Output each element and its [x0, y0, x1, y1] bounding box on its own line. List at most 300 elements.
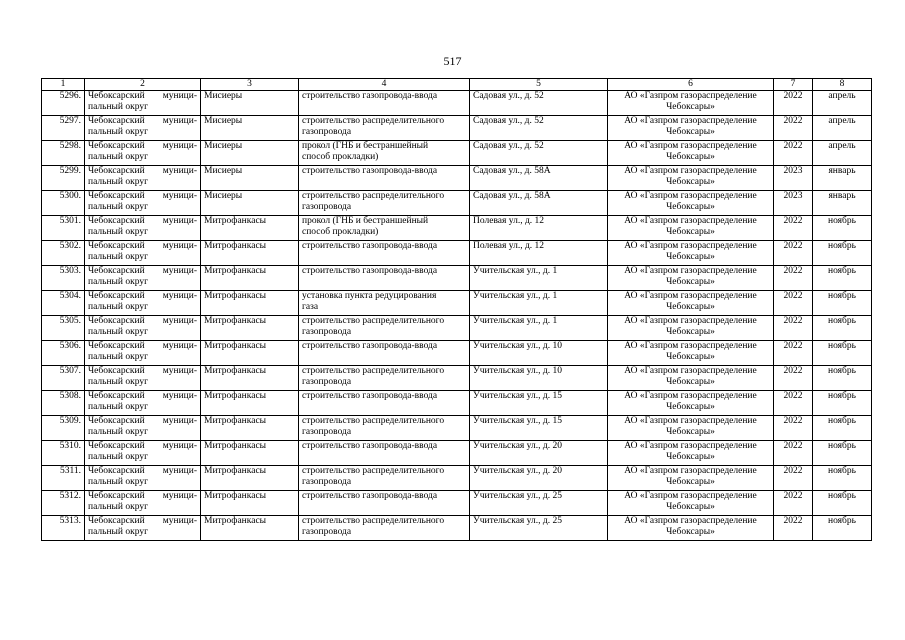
- organization-cell: [608, 241, 774, 266]
- work-type-line-2: газопровода: [302, 127, 352, 137]
- column-number: 2: [85, 79, 201, 91]
- year-cell: [774, 266, 813, 291]
- row-number: 5305.: [59, 316, 81, 326]
- district-line-2: пальный округ: [88, 127, 149, 137]
- district-cell: [85, 516, 201, 541]
- organization-line-2: Чебоксары»: [666, 377, 715, 387]
- table-row: [42, 191, 872, 216]
- organization-line-1: АО «Газпром газораспределение: [624, 291, 757, 301]
- district-line-1: Чебоксарский муници-: [88, 216, 197, 226]
- work-type-cell: [299, 166, 470, 191]
- work-type-line-2: способ прокладки): [302, 152, 379, 162]
- address: Садовая ул., д. 52: [473, 91, 544, 101]
- settlement-name: Митрофанкасы: [204, 491, 267, 501]
- district-line-2: пальный округ: [88, 352, 149, 362]
- district-cell: [85, 341, 201, 366]
- year-cell: [774, 441, 813, 466]
- organization-line-2: Чебоксары»: [666, 127, 715, 137]
- work-type-cell: [299, 491, 470, 516]
- row-number-cell: [42, 316, 85, 341]
- organization-cell: [608, 366, 774, 391]
- year-cell: [774, 291, 813, 316]
- settlement-cell: [201, 416, 299, 441]
- organization-line-1: АО «Газпром газораспределение: [624, 91, 757, 101]
- row-number-cell: [42, 341, 85, 366]
- column-number-row: [42, 79, 872, 91]
- organization-line-1: АО «Газпром газораспределение: [624, 316, 757, 326]
- row-number-cell: [42, 91, 85, 116]
- page-number: 517: [443, 54, 462, 68]
- work-type-line-2: газопровода: [302, 477, 352, 487]
- year: 2022: [783, 141, 803, 151]
- district-line-2: пальный округ: [88, 252, 149, 262]
- organization-line-2: Чебоксары»: [666, 327, 715, 337]
- work-type-cell: [299, 391, 470, 416]
- settlement-cell: [201, 316, 299, 341]
- table-row: [42, 166, 872, 191]
- row-number: 5297.: [59, 116, 81, 126]
- district-cell: [85, 141, 201, 166]
- table-row: [42, 316, 872, 341]
- organization-cell: [608, 491, 774, 516]
- organization-line-2: Чебоксары»: [666, 502, 715, 512]
- work-type-line-2: способ прокладки): [302, 227, 379, 237]
- address-cell: [470, 166, 608, 191]
- settlement-name: Мисиеры: [204, 166, 243, 176]
- organization-cell: [608, 416, 774, 441]
- work-type-cell: [299, 116, 470, 141]
- district-cell: [85, 116, 201, 141]
- settlement-cell: [201, 141, 299, 166]
- settlement-cell: [201, 466, 299, 491]
- row-number: 5301.: [59, 216, 81, 226]
- address: Садовая ул., д. 52: [473, 141, 544, 151]
- district-line-1: Чебоксарский муници-: [88, 166, 197, 176]
- organization-cell: [608, 266, 774, 291]
- organization-line-1: АО «Газпром газораспределение: [624, 491, 757, 501]
- month-cell: [813, 416, 872, 441]
- organization-cell: [608, 391, 774, 416]
- year: 2023: [783, 191, 803, 201]
- row-number: 5313.: [59, 516, 81, 526]
- year-cell: [774, 141, 813, 166]
- work-type-line-1: строительство газопровода-ввода: [302, 391, 438, 401]
- work-type-cell: [299, 291, 470, 316]
- organization-line-1: АО «Газпром газораспределение: [624, 241, 757, 251]
- month-cell: [813, 241, 872, 266]
- address: Учительская ул., д. 25: [473, 516, 562, 526]
- organization-line-2: Чебоксары»: [666, 452, 715, 462]
- address: Полевая ул., д. 12: [473, 216, 545, 226]
- settlement-name: Митрофанкасы: [204, 216, 267, 226]
- district-line-2: пальный округ: [88, 452, 149, 462]
- district-cell: [85, 191, 201, 216]
- settlement-cell: [201, 491, 299, 516]
- address: Учительская ул., д. 20: [473, 466, 562, 476]
- district-line-1: Чебоксарский муници-: [88, 366, 197, 376]
- table-row: [42, 491, 872, 516]
- row-number-cell: [42, 241, 85, 266]
- work-type-line-1: строительство распределительного: [302, 116, 445, 126]
- row-number-cell: [42, 516, 85, 541]
- work-type-line-1: прокол (ГНБ и бестраншейный: [302, 216, 429, 226]
- year-cell: [774, 491, 813, 516]
- organization-line-1: АО «Газпром газораспределение: [624, 341, 757, 351]
- year-cell: [774, 516, 813, 541]
- work-type-cell: [299, 91, 470, 116]
- district-cell: [85, 291, 201, 316]
- settlement-cell: [201, 366, 299, 391]
- year-cell: [774, 416, 813, 441]
- district-cell: [85, 366, 201, 391]
- year: 2022: [783, 416, 803, 426]
- table-row: [42, 466, 872, 491]
- work-type-line-1: строительство газопровода-ввода: [302, 166, 438, 176]
- year-cell: [774, 391, 813, 416]
- address-cell: [470, 441, 608, 466]
- year: 2022: [783, 241, 803, 251]
- row-number-cell: [42, 266, 85, 291]
- month-cell: [813, 316, 872, 341]
- settlement-name: Митрофанкасы: [204, 366, 267, 376]
- month-cell: [813, 191, 872, 216]
- work-type-line-1: строительство распределительного: [302, 316, 445, 326]
- district-line-2: пальный округ: [88, 377, 149, 387]
- year: 2023: [783, 166, 803, 176]
- year: 2022: [783, 266, 803, 276]
- organization-line-1: АО «Газпром газораспределение: [624, 441, 757, 451]
- table-row: [42, 441, 872, 466]
- organization-line-2: Чебоксары»: [666, 177, 715, 187]
- work-type-line-1: строительство газопровода-ввода: [302, 266, 438, 276]
- month: ноябрь: [828, 441, 856, 451]
- district-line-1: Чебоксарский муници-: [88, 141, 197, 151]
- row-number-cell: [42, 166, 85, 191]
- organization-cell: [608, 166, 774, 191]
- settlement-cell: [201, 266, 299, 291]
- month-cell: [813, 391, 872, 416]
- row-number: 5309.: [59, 416, 81, 426]
- district-line-2: пальный округ: [88, 402, 149, 412]
- district-line-1: Чебоксарский муници-: [88, 491, 197, 501]
- work-type-cell: [299, 466, 470, 491]
- organization-cell: [608, 91, 774, 116]
- column-number: 4: [299, 79, 470, 91]
- organization-line-1: АО «Газпром газораспределение: [624, 416, 757, 426]
- work-type-cell: [299, 216, 470, 241]
- district-line-1: Чебоксарский муници-: [88, 91, 197, 101]
- work-type-cell: [299, 141, 470, 166]
- district-line-1: Чебоксарский муници-: [88, 466, 197, 476]
- month: ноябрь: [828, 391, 856, 401]
- settlement-name: Митрофанкасы: [204, 441, 267, 451]
- month: январь: [828, 166, 856, 176]
- month-cell: [813, 366, 872, 391]
- work-type-line-2: газопровода: [302, 527, 352, 537]
- work-type-cell: [299, 341, 470, 366]
- month-cell: [813, 91, 872, 116]
- district-line-1: Чебоксарский муници-: [88, 191, 197, 201]
- district-line-2: пальный округ: [88, 477, 149, 487]
- organization-cell: [608, 516, 774, 541]
- work-type-line-1: строительство распределительного: [302, 416, 445, 426]
- address-cell: [470, 316, 608, 341]
- organization-line-1: АО «Газпром газораспределение: [624, 516, 757, 526]
- district-line-1: Чебоксарский муници-: [88, 291, 197, 301]
- address: Садовая ул., д. 58А: [473, 166, 551, 176]
- district-cell: [85, 441, 201, 466]
- settlement-name: Митрофанкасы: [204, 291, 267, 301]
- district-line-2: пальный округ: [88, 102, 149, 112]
- row-number: 5302.: [59, 241, 81, 251]
- district-line-1: Чебоксарский муници-: [88, 516, 197, 526]
- address-cell: [470, 291, 608, 316]
- settlement-cell: [201, 391, 299, 416]
- organization-line-2: Чебоксары»: [666, 402, 715, 412]
- row-number: 5308.: [59, 391, 81, 401]
- organization-line-2: Чебоксары»: [666, 477, 715, 487]
- district-cell: [85, 266, 201, 291]
- organization-line-1: АО «Газпром газораспределение: [624, 166, 757, 176]
- settlement-name: Митрофанкасы: [204, 416, 267, 426]
- settlement-cell: [201, 116, 299, 141]
- organization-line-2: Чебоксары»: [666, 227, 715, 237]
- work-type-line-1: строительство газопровода-ввода: [302, 341, 438, 351]
- work-type-line-1: строительство газопровода-ввода: [302, 441, 438, 451]
- settlement-cell: [201, 516, 299, 541]
- year-cell: [774, 216, 813, 241]
- table-row: [42, 91, 872, 116]
- month: ноябрь: [828, 291, 856, 301]
- year: 2022: [783, 216, 803, 226]
- work-type-line-1: строительство распределительного: [302, 366, 445, 376]
- address: Учительская ул., д. 10: [473, 366, 562, 376]
- work-type-cell: [299, 441, 470, 466]
- year-cell: [774, 191, 813, 216]
- work-type-line-1: строительство газопровода-ввода: [302, 241, 438, 251]
- address: Учительская ул., д. 1: [473, 291, 558, 301]
- row-number: 5303.: [59, 266, 81, 276]
- work-type-line-1: строительство распределительного: [302, 466, 445, 476]
- month: ноябрь: [828, 216, 856, 226]
- settlement-cell: [201, 241, 299, 266]
- row-number-cell: [42, 191, 85, 216]
- address-cell: [470, 466, 608, 491]
- year: 2022: [783, 366, 803, 376]
- address-cell: [470, 341, 608, 366]
- row-number: 5311.: [59, 466, 81, 476]
- year: 2022: [783, 291, 803, 301]
- month-cell: [813, 266, 872, 291]
- address: Учительская ул., д. 1: [473, 266, 558, 276]
- address: Садовая ул., д. 58А: [473, 191, 551, 201]
- organization-cell: [608, 316, 774, 341]
- year-cell: [774, 241, 813, 266]
- work-type-line-2: газа: [302, 302, 319, 312]
- address-cell: [470, 241, 608, 266]
- district-line-2: пальный округ: [88, 327, 149, 337]
- address-cell: [470, 116, 608, 141]
- work-type-line-2: газопровода: [302, 327, 352, 337]
- year: 2022: [783, 441, 803, 451]
- organization-cell: [608, 466, 774, 491]
- district-line-2: пальный округ: [88, 302, 149, 312]
- address-cell: [470, 266, 608, 291]
- month: апрель: [828, 141, 856, 151]
- settlement-cell: [201, 166, 299, 191]
- organization-cell: [608, 441, 774, 466]
- organization-cell: [608, 291, 774, 316]
- column-number: 1: [42, 79, 85, 91]
- work-type-line-2: газопровода: [302, 377, 352, 387]
- address-cell: [470, 391, 608, 416]
- work-type-cell: [299, 366, 470, 391]
- row-number: 5306.: [59, 341, 81, 351]
- work-type-line-1: строительство газопровода-ввода: [302, 91, 438, 101]
- month-cell: [813, 516, 872, 541]
- organization-line-2: Чебоксары»: [666, 302, 715, 312]
- district-line-1: Чебоксарский муници-: [88, 266, 197, 276]
- organization-line-2: Чебоксары»: [666, 427, 715, 437]
- address-cell: [470, 366, 608, 391]
- district-line-2: пальный округ: [88, 152, 149, 162]
- month-cell: [813, 491, 872, 516]
- organization-line-2: Чебоксары»: [666, 252, 715, 262]
- year-cell: [774, 316, 813, 341]
- column-number: 8: [813, 79, 872, 91]
- settlement-cell: [201, 291, 299, 316]
- work-type-cell: [299, 266, 470, 291]
- district-cell: [85, 166, 201, 191]
- settlement-name: Мисиеры: [204, 141, 243, 151]
- settlement-name: Мисиеры: [204, 91, 243, 101]
- year-cell: [774, 166, 813, 191]
- address-cell: [470, 416, 608, 441]
- address-cell: [470, 141, 608, 166]
- settlement-name: Мисиеры: [204, 116, 243, 126]
- document-table: [41, 78, 872, 541]
- district-cell: [85, 391, 201, 416]
- table-row: [42, 116, 872, 141]
- settlement-name: Митрофанкасы: [204, 391, 267, 401]
- month-cell: [813, 116, 872, 141]
- column-number: 5: [470, 79, 608, 91]
- row-number: 5300.: [59, 191, 81, 201]
- district-line-2: пальный округ: [88, 277, 149, 287]
- year: 2022: [783, 91, 803, 101]
- work-type-line-1: установка пункта редуцирования: [302, 291, 437, 301]
- work-type-line-1: строительство распределительного: [302, 191, 445, 201]
- row-number: 5296.: [59, 91, 81, 101]
- row-number: 5298.: [59, 141, 81, 151]
- row-number-cell: [42, 116, 85, 141]
- district-line-1: Чебоксарский муници-: [88, 241, 197, 251]
- year: 2022: [783, 391, 803, 401]
- organization-line-2: Чебоксары»: [666, 102, 715, 112]
- table-row: [42, 391, 872, 416]
- month: ноябрь: [828, 266, 856, 276]
- row-number: 5307.: [59, 366, 81, 376]
- month: ноябрь: [828, 491, 856, 501]
- organization-line-1: АО «Газпром газораспределение: [624, 216, 757, 226]
- address-cell: [470, 91, 608, 116]
- month-cell: [813, 291, 872, 316]
- month-cell: [813, 216, 872, 241]
- address: Полевая ул., д. 12: [473, 241, 545, 251]
- month: ноябрь: [828, 316, 856, 326]
- organization-line-2: Чебоксары»: [666, 152, 715, 162]
- organization-line-1: АО «Газпром газораспределение: [624, 266, 757, 276]
- settlement-name: Митрофанкасы: [204, 241, 267, 251]
- district-line-1: Чебоксарский муници-: [88, 441, 197, 451]
- address-cell: [470, 516, 608, 541]
- organization-cell: [608, 141, 774, 166]
- work-type-line-2: газопровода: [302, 427, 352, 437]
- work-type-cell: [299, 241, 470, 266]
- month: ноябрь: [828, 516, 856, 526]
- month: ноябрь: [828, 416, 856, 426]
- address: Учительская ул., д. 15: [473, 391, 562, 401]
- row-number-cell: [42, 141, 85, 166]
- month: апрель: [828, 91, 856, 101]
- district-line-2: пальный округ: [88, 227, 149, 237]
- row-number-cell: [42, 416, 85, 441]
- organization-line-2: Чебоксары»: [666, 277, 715, 287]
- column-number: 6: [608, 79, 774, 91]
- month-cell: [813, 466, 872, 491]
- work-type-cell: [299, 516, 470, 541]
- district-line-1: Чебоксарский муници-: [88, 341, 197, 351]
- district-cell: [85, 416, 201, 441]
- settlement-name: Митрофанкасы: [204, 316, 267, 326]
- column-number: 3: [201, 79, 299, 91]
- year: 2022: [783, 516, 803, 526]
- district-cell: [85, 241, 201, 266]
- row-number: 5310.: [59, 441, 81, 451]
- month-cell: [813, 341, 872, 366]
- address-cell: [470, 491, 608, 516]
- month: ноябрь: [828, 366, 856, 376]
- district-line-2: пальный округ: [88, 177, 149, 187]
- year-cell: [774, 366, 813, 391]
- district-line-1: Чебоксарский муници-: [88, 116, 197, 126]
- year: 2022: [783, 341, 803, 351]
- settlement-cell: [201, 341, 299, 366]
- month-cell: [813, 441, 872, 466]
- organization-line-1: АО «Газпром газораспределение: [624, 391, 757, 401]
- district-cell: [85, 491, 201, 516]
- row-number: 5312.: [59, 491, 81, 501]
- year-cell: [774, 116, 813, 141]
- district-line-2: пальный округ: [88, 527, 149, 537]
- address: Садовая ул., д. 52: [473, 116, 544, 126]
- work-type-line-2: газопровода: [302, 202, 352, 212]
- organization-cell: [608, 341, 774, 366]
- district-cell: [85, 91, 201, 116]
- work-type-cell: [299, 191, 470, 216]
- district-line-2: пальный округ: [88, 502, 149, 512]
- organization-line-2: Чебоксары»: [666, 202, 715, 212]
- work-type-cell: [299, 416, 470, 441]
- year: 2022: [783, 466, 803, 476]
- year: 2022: [783, 116, 803, 126]
- year: 2022: [783, 491, 803, 501]
- table-row: [42, 366, 872, 391]
- row-number: 5299.: [59, 166, 81, 176]
- month-cell: [813, 166, 872, 191]
- row-number-cell: [42, 291, 85, 316]
- table-row: [42, 341, 872, 366]
